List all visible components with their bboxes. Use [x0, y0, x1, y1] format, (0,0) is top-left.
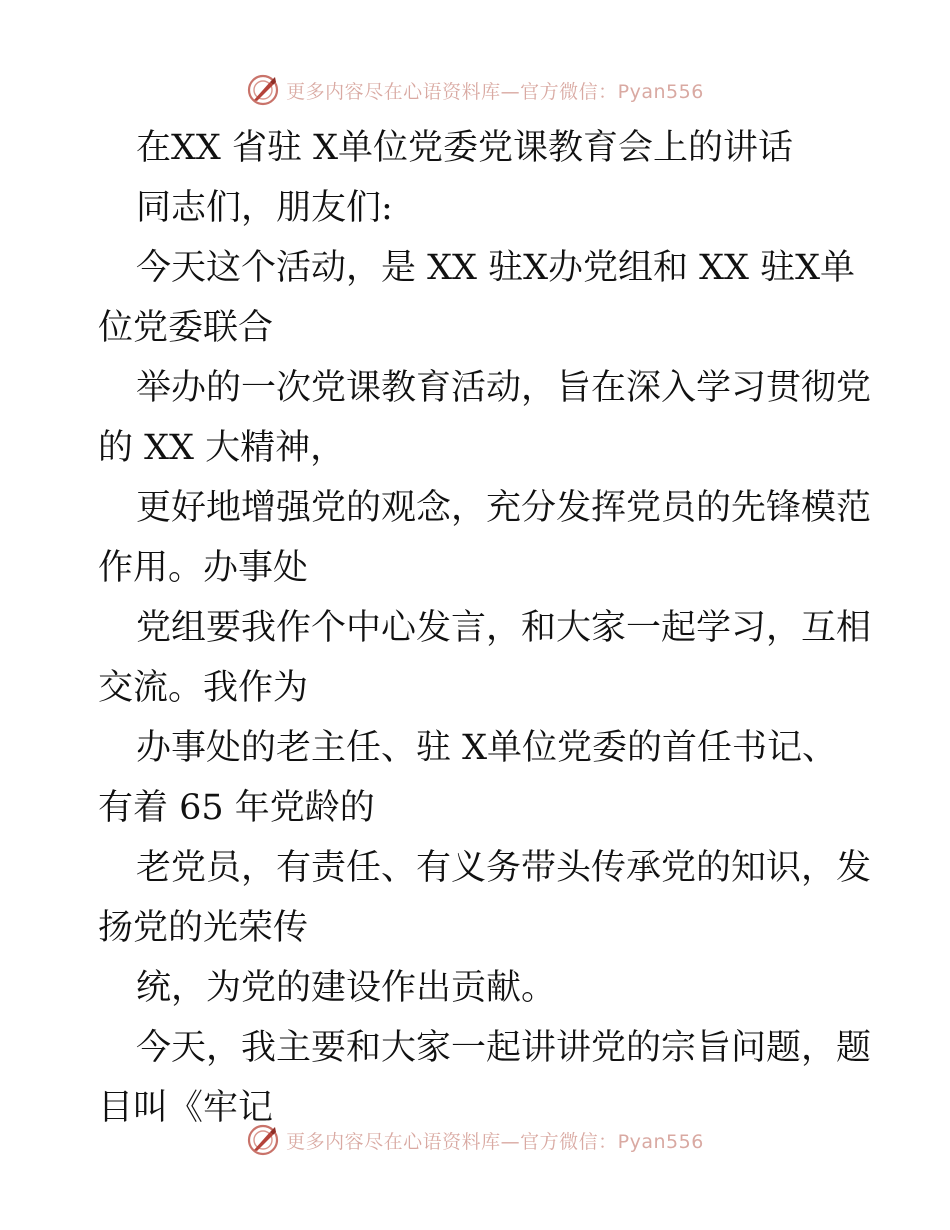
quill-pen-logo-icon	[246, 73, 280, 107]
watermark-text: 更多内容尽在心语资料库—官方微信：Pyan556	[286, 80, 704, 103]
header-watermark	[0, 70, 950, 110]
text-line: 有着 65 年党龄的	[98, 788, 375, 828]
text-line: 目叫《牢记	[98, 1088, 274, 1128]
text-line: 统，为党的建设作出贡献。	[136, 968, 557, 1008]
document-body	[98, 118, 872, 1138]
text-line: 今天，我主要和大家一起讲讲党的宗旨问题，题	[136, 1028, 872, 1068]
text-line: 交流。我作为	[98, 668, 309, 708]
text-line: 的 XX 大精神，	[98, 428, 346, 468]
text-line: 更好地增强党的观念，充分发挥党员的先锋模范	[136, 488, 872, 528]
text-line: 老党员，有责任、有义务带头传承党的知识，发	[136, 848, 872, 888]
text-line: 今天这个活动，是 XX 驻X办党组和 XX 驻X单	[136, 248, 856, 288]
footer-watermark	[0, 1120, 950, 1160]
watermark-text: 更多内容尽在心语资料库—官方微信：Pyan556	[286, 1130, 704, 1153]
quill-pen-logo-icon	[246, 1123, 280, 1157]
text-line: 党组要我作个中心发言，和大家一起学习，互相	[136, 608, 872, 648]
text-line: 办事处的老主任、驻 X单位党委的首任书记、	[136, 728, 838, 768]
text-line: 扬党的光荣传	[98, 908, 309, 948]
text-line: 在XX 省驻 X单位党委党课教育会上的讲话	[136, 128, 794, 168]
text-line: 同志们，朋友们:	[136, 188, 393, 228]
text-line: 位党委联合	[98, 308, 274, 348]
text-line: 举办的一次党课教育活动，旨在深入学习贯彻党	[136, 368, 872, 408]
text-line: 作用。办事处	[98, 548, 309, 588]
